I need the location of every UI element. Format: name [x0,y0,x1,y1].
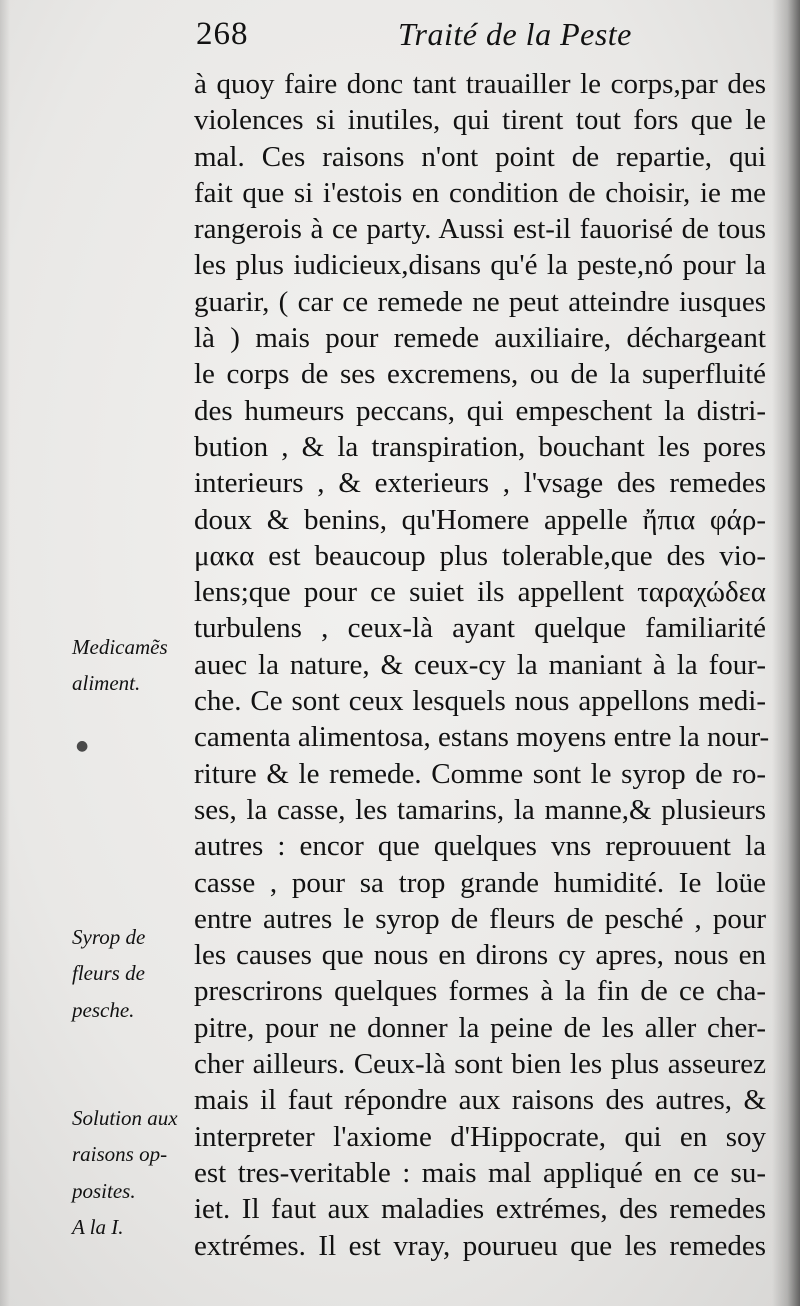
text-line: lens;que pour ce suiet ils appellent ταραχώδεα [194,576,766,609]
text-line: à quoy faire donc tant trauailler le corps,par des [194,68,766,100]
marginal-note-line: Syrop de [72,925,146,949]
ink-blot-icon: ● [76,738,89,754]
text-line: bution , & la transpiration, bouchant les pores [194,430,766,463]
marginal-note-line: Solution aux [72,1106,178,1130]
text-line: che. Ce sont ceux lesquels nous appellons medi- [194,685,766,718]
marginal-note-syrop [72,919,190,1028]
text-line: mal. Ces raisons n'ont point de repartie, qui [194,140,766,173]
marginal-note-line: fleurs de [72,961,145,986]
page-header [196,8,756,58]
text-line: interieurs , & exterieurs , l'vsage des remedes [194,467,766,500]
marginal-note-line: pesche. [72,997,135,1022]
text-line: camenta alimentosa, estans moyens entre la nour- [194,721,770,754]
marginal-note-line: raisons op- [72,1142,168,1167]
binding-gutter-shadow [772,0,800,1306]
text-line: pitre, pour ne donner la peine de les aller cher- [194,1011,766,1044]
text-line: μακα est beaucoup plus tolerable,que des vio- [194,539,766,572]
marginal-note-solution [72,1100,190,1245]
marginal-note-medicaments [72,629,190,702]
text-line: ses, la casse, les tamarins, la manne,& plusieurs [194,793,766,826]
marginal-note-line: aliment. [72,671,141,696]
text-line: fait que si i'estois en condition de choisir, ie me [194,176,766,209]
text-line: autres : encor que quelques vns reprouuent la [194,830,766,863]
text-line: les causes que nous en dirons cy apres, nous en [194,939,766,972]
text-line: guarir, ( car ce remede ne peut atteindre iusques [194,285,766,318]
text-line: cher ailleurs. Ceux-là sont bien les plus asseurez [194,1048,766,1081]
text-line: rangerois à ce party. Aussi est-il fauorisé de tous [194,213,766,246]
text-line: entre autres le syrop de fleurs de pesché , pour [194,902,766,935]
marginal-note-line: Medicamẽs [72,635,168,659]
text-line: iet. Il faut aux maladies extrémes, des remedes [194,1193,766,1226]
text-line: auec la nature, & ceux-cy la maniant à la four- [194,648,766,681]
main-text-block [194,66,770,1264]
text-line: interpreter l'axiome d'Hippocrate, qui en soy [194,1120,766,1153]
text-line: doux & benins, qu'Homere appelle ἤπια φάρ- [194,503,766,536]
text-line: le corps de ses excremens, ou de la superfluité [194,358,766,391]
text-line: mais il faut répondre aux raisons des autres, & [194,1084,766,1117]
text-line: des humeurs peccans, qui empeschent la distri- [194,394,766,427]
text-line: riture & le remede. Comme sont le syrop de ro- [194,757,766,790]
text-line: violences si inutiles, qui tirent tout fors que le [194,104,766,137]
marginal-note-line: posites. [72,1178,136,1203]
text-line: casse , pour sa trop grande humidité. Ie loüe [194,866,766,899]
running-title: Traité de la Peste [398,16,632,52]
text-line: prescrirons quelques formes à la fin de ce cha- [194,975,766,1008]
marginal-note-line: A la I. [72,1214,124,1239]
page-number: 268 [196,16,249,52]
page-left-edge [0,0,10,1306]
text-line: est tres-veritable : mais mal appliqué en ce su- [194,1156,766,1189]
text-line: turbulens , ceux-là ayant quelque familiarité [194,612,766,645]
text-line: extrémes. Il est vray, pourueu que les remedes [194,1229,766,1262]
text-line: là ) mais pour remede auxiliaire, déchargeant [194,322,766,355]
text-line: les plus iudicieux,disans qu'é la peste,nó pour la [194,249,766,282]
